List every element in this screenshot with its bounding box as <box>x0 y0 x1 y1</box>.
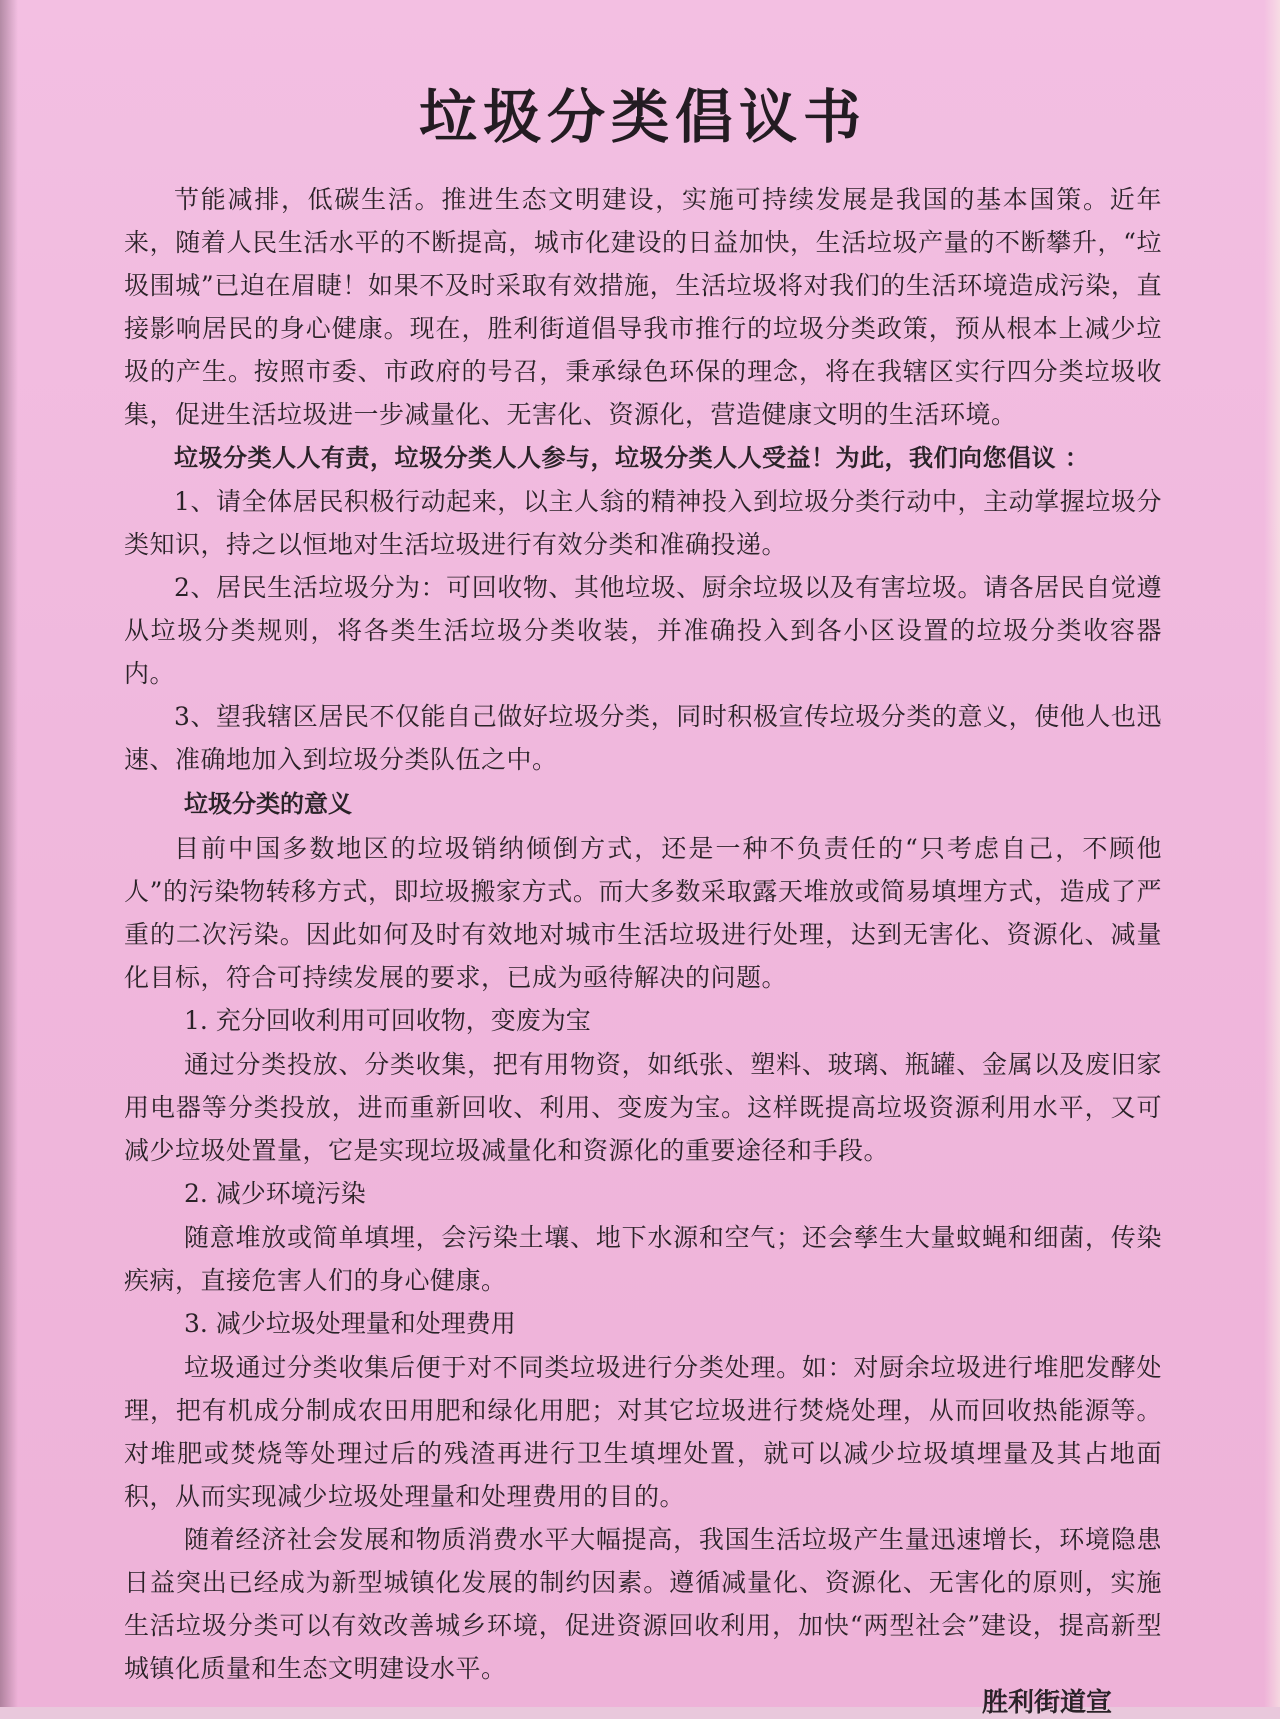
intro-paragraph: 节能减排，低碳生活。推进生态文明建设，实施可持续发展是我国的基本国策。近年来，随着人民生活水平的不断提高，城市化建设的日益加快，生活垃圾产量的不断攀升，“垃圾围城”已迫在眉睫！如果不及时采取有效措施，生活垃圾将对我们的生活环境造成污染，直接影响居民的身心健康。现在，胜利街道倡导我市推行的垃圾分类政策，预从根本上减少垃圾的产生。按照市委、市政府的号召，秉承绿色环保的理念，将在我辖区实行四分类垃圾收集，促进生活垃圾进一步减量化、无害化、资源化，营造健康文明的生活环境。 <box>124 185 1162 429</box>
document-title: 垃圾分类倡议书 <box>418 83 867 151</box>
proposal-1: 1、请全体居民积极行动起来，以主人翁的精神投入到垃圾分类行动中，主动掌握垃圾分类知识，持之以恒地对生活垃圾进行有效分类和准确投递。 <box>124 487 1162 559</box>
call-to-action: 垃圾分类人人有责，垃圾分类人人参与，垃圾分类人人受益！为此，我们向您倡议 ： <box>174 444 1090 472</box>
significance-intro: 目前中国多数地区的垃圾销纳倾倒方式，还是一种不负责任的“只考虑自己，不顾他人”的污染物转移方式，即垃圾搬家方式。而大多数采取露天堆放或简易填埋方式，造成了严重的二次污染。因此如何及时有效地对城市生活垃圾进行处理，达到无害化、资源化、减量化目标，符合可持续发展的要求，已成为亟待解决的问题。 <box>124 834 1162 992</box>
proposal-3: 3、望我辖区居民不仅能自己做好垃圾分类，同时积极宣传垃圾分类的意义，使他人也迅速、准确地加入到垃圾分类队伍之中。 <box>124 702 1162 774</box>
closing-paragraph: 随着经济社会发展和物质消费水平大幅提高，我国生活垃圾产生量迅速增长，环境隐患日益突出已经成为新型城镇化发展的制约因素。遵循减量化、资源化、无害化的原则，实施生活垃圾分类可以有效改善城乡环境，促进资源回收利用，加快“两型社会”建设，提高新型城镇化质量和生态文明建设水平。 <box>124 1525 1162 1683</box>
point-2-title: 2. 减少环境污染 <box>184 1179 366 1208</box>
significance-heading: 垃圾分类的意义 <box>184 790 352 818</box>
point-1-body: 通过分类投放、分类收集，把有用物资，如纸张、塑料、玻璃、瓶罐、金属以及废旧家用电器等分类投放，进而重新回收、利用、变废为宝。这样既提高垃圾资源利用水平，又可减少垃圾处置量，它是实现垃圾减量化和资源化的重要途径和手段。 <box>124 1050 1162 1165</box>
point-2-body: 随意堆放或简单填埋，会污染土壤、地下水源和空气；还会孳生大量蚊蝇和细菌，传染疾病，直接危害人们的身心健康。 <box>124 1223 1162 1295</box>
paper-edge-shadow <box>0 0 18 1707</box>
paper-edge-highlight <box>1264 0 1280 1707</box>
proposal-2: 2、居民生活垃圾分为：可回收物、其他垃圾、厨余垃圾以及有害垃圾。请各居民自觉遵从垃圾分类规则，将各类生活垃圾分类收装，并准确投入到各小区设置的垃圾分类收容器内。 <box>124 573 1162 688</box>
point-1-title: 1. 充分回收利用可回收物，变废为宝 <box>184 1006 591 1035</box>
point-3-title: 3. 减少垃圾处理量和处理费用 <box>184 1309 516 1338</box>
signature: 胜利街道宣 <box>981 1688 1112 1718</box>
point-3-body: 垃圾通过分类收集后便于对不同类垃圾进行分类处理。如：对厨余垃圾进行堆肥发酵处理，把有机成分制成农田用肥和绿化用肥；对其它垃圾进行焚烧处理，从而回收热能源等。对堆肥或焚烧等处理过后的残渣再进行卫生填埋处置，就可以减少垃圾填埋量及其占地面积，从而实现减少垃圾处理量和处理费用的目的。 <box>124 1353 1162 1511</box>
